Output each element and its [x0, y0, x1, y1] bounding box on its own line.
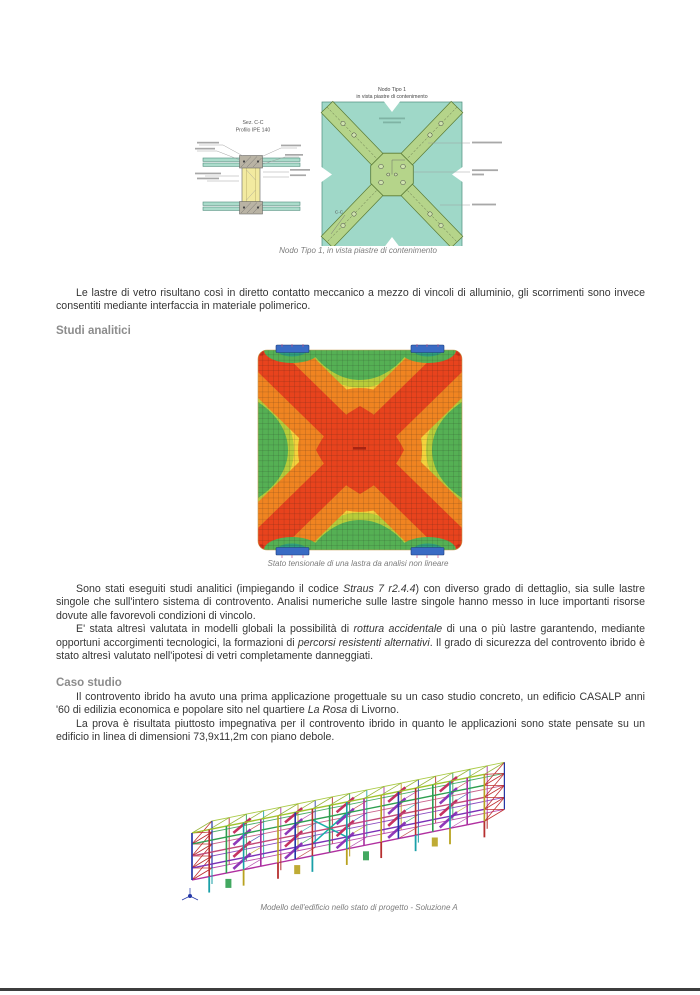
- page-bottom-edge: [0, 988, 700, 991]
- figure-fem-caption: Stato tensionale di una lastra da analisi non lineare: [267, 559, 449, 568]
- building-model-svg: [178, 748, 540, 904]
- paragraph-3: E' stata altresì valutata in modelli globali la possibilità di rottura accidentale di una o più lastre garantendo, mediante opportuni accorgimenti tecnologici, la formazioni di percorsi resistenti alternativi. Il grado di sicurezza del controvento ibrido è stato altresì valutato nell'ipotesi di vetri completamente danneggiati.: [56, 623, 646, 663]
- paragraph-block-1: [56, 287, 645, 314]
- paragraph-1: Le lastre di vetro risultano così in diretto contatto meccanico a mezzo di vincoli di alluminio, gli scorrimenti sono invece consentiti mediante interfaccia in materiale polimerico.: [56, 287, 645, 313]
- heading-studi-analitici: Studi analitici: [56, 325, 131, 337]
- paragraph-4: Il controvento ibrido ha avuto una prima applicazione progettuale su un caso studio concreto, un edificio CASALP anni '60 di edilizia economica e popolare sito nel quartiere La Rosa di Livorno.: [56, 691, 645, 717]
- node-title-line2: in vista piastre di contenimento: [356, 94, 428, 100]
- paragraph-2: Sono stati eseguiti studi analitici (impiegando il codice Straus 7 r2.4.4) con diverso grado di dettaglio, sia sulle lastre singole che sull'intero sistema di controvento. Analisi numeriche sulle lastre singole hanno messo in luce importanti risorse dovute alle favorevoli condizioni di vincolo.: [56, 583, 645, 622]
- figure-model-caption: Modello dell'edificio nello stato di progetto - Soluzione A: [260, 903, 458, 912]
- section-label-line1: Sez. C-C: [242, 120, 264, 126]
- ipe-profile: [242, 162, 260, 208]
- paragraph-5: La prova è risultata piuttosto impegnativa per il controvento ibrido in quanto le applicazioni sono state pensate su un edificio in linea di dimensioni 73,9x11,2m con piano debole.: [56, 717, 645, 744]
- clamp-block-bottom: [240, 202, 263, 215]
- section-mark-label: C-C: [334, 209, 344, 215]
- fem-plot-svg: [252, 344, 468, 558]
- figure-building-model: [178, 748, 540, 904]
- fem-panel: [258, 344, 462, 558]
- node-title-line1: Nodo Tipo 1: [378, 87, 406, 93]
- micro-annotations-right: [261, 148, 299, 177]
- section-label-line2: Profilo IPE 140: [235, 127, 271, 134]
- paragraph-block-2: [56, 583, 645, 663]
- clamp-block-top: [240, 156, 263, 169]
- fem-mesh: [258, 350, 462, 550]
- fem-center-value-mark: [353, 447, 366, 450]
- paragraph-block-3: [56, 691, 645, 745]
- central-plate: [371, 153, 414, 196]
- figure-fem-plot: [252, 344, 468, 558]
- heading-caso-studio: Caso studio: [56, 677, 122, 689]
- axis-triad-icon: [182, 888, 198, 900]
- figure-node-caption: Nodo Tipo 1, in vista piastre di contenimento: [279, 246, 437, 255]
- figure-node-drawing: [193, 84, 523, 246]
- node-drawing-svg: [193, 84, 523, 246]
- plan-label-marks: [472, 142, 502, 206]
- section-cc-drawing: [195, 120, 310, 214]
- node-plan-drawing: [321, 87, 502, 246]
